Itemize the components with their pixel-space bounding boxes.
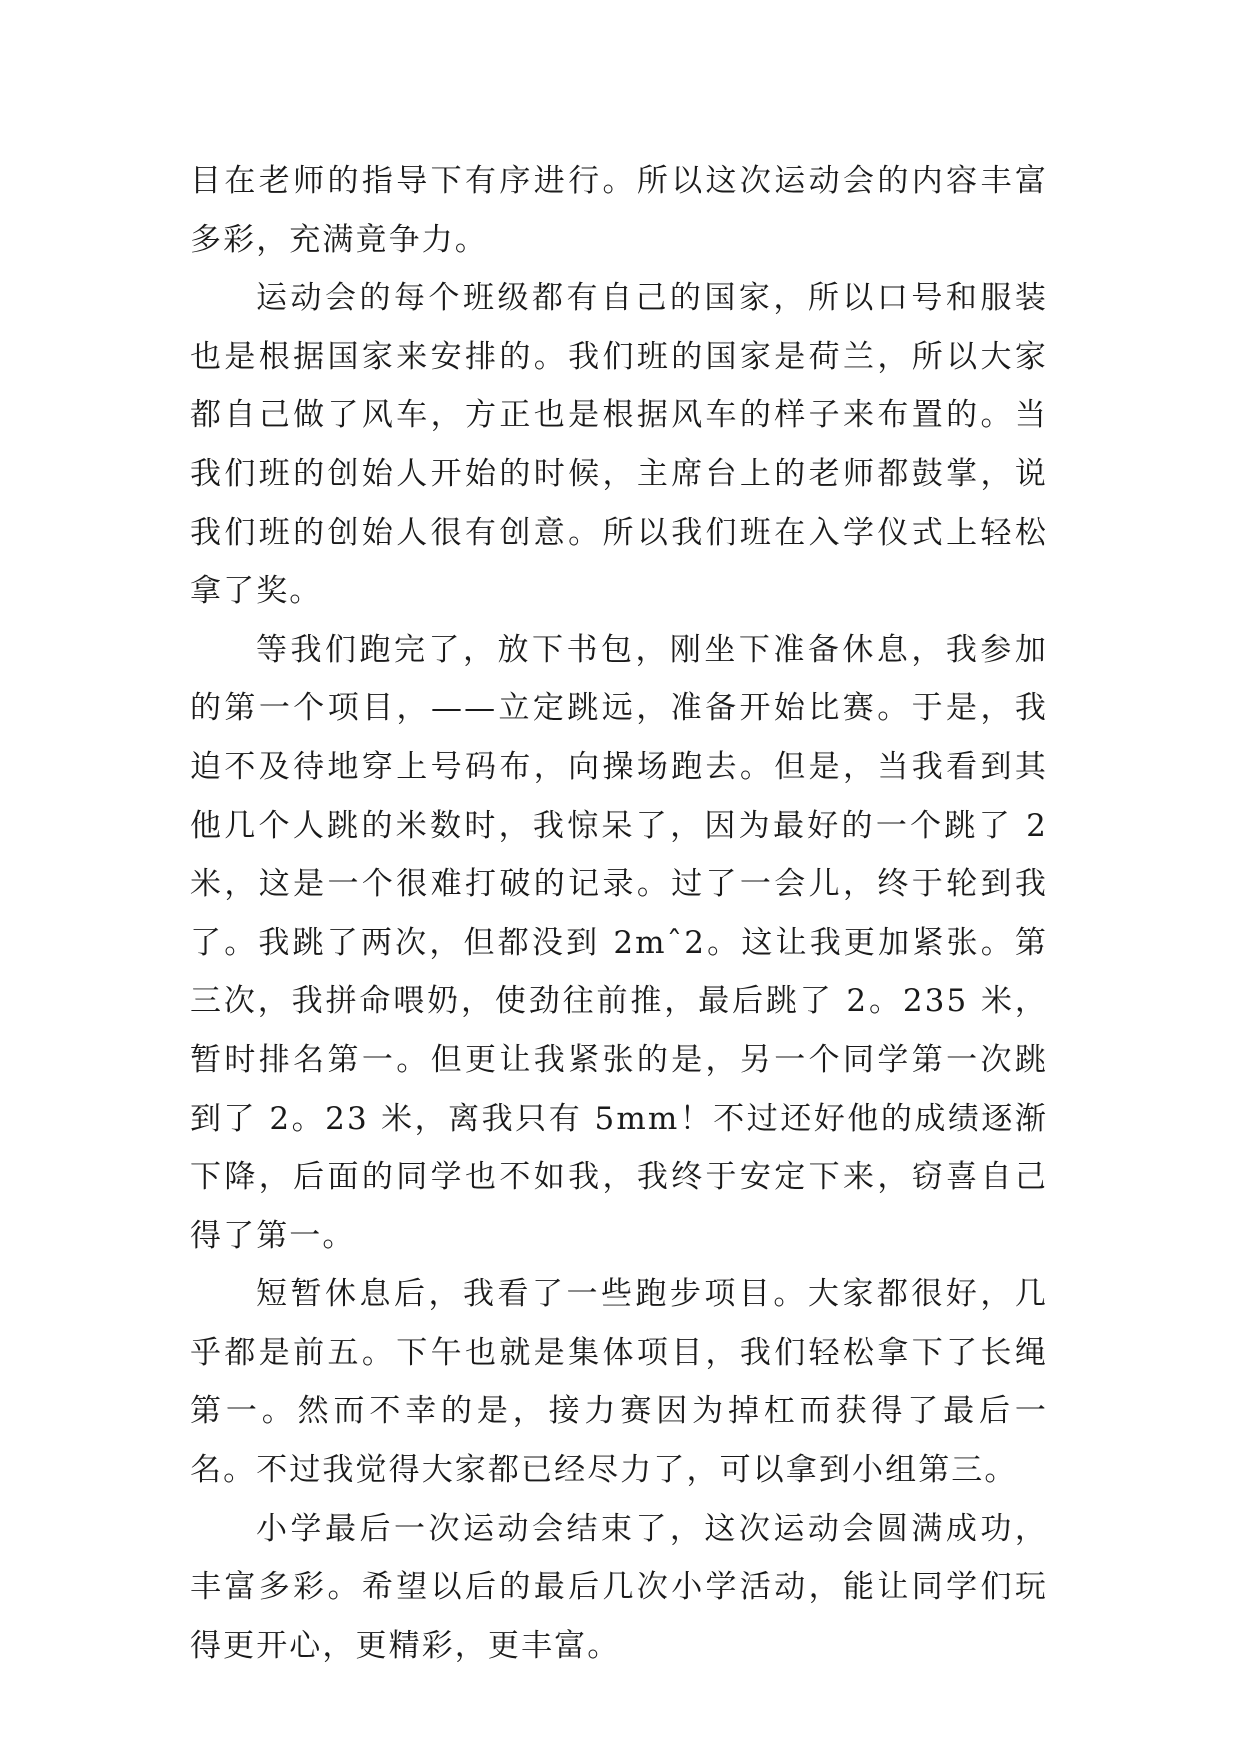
paragraph-5: 小学最后一次运动会结束了，这次运动会圆满成功，丰富多彩。希望以后的最后几次小学活动，能让同学们玩得更开心，更精彩，更丰富。 (190, 1510, 1048, 1664)
paragraph-2: 运动会的每个班级都有自己的国家，所以口号和服装也是根据国家来安排的。我们班的国家是荷兰，所以大家都自己做了风车，方正也是根据风车的样子来布置的。当我们班的创始人开始的时候，主席台上的老师都鼓掌，说我们班的创始人很有创意。所以我们班在入学仪式上轻松拿了奖。 (190, 280, 1048, 610)
document-body (190, 152, 1048, 1675)
paragraph-4: 短暂休息后，我看了一些跑步项目。大家都很好，几乎都是前五。下午也就是集体项目，我们轻松拿下了长绳第一。然而不幸的是，接力赛因为掉杠而获得了最后一名。不过我觉得大家都已经尽力了，可以拿到小组第三。 (190, 1276, 1048, 1489)
paragraph-1: 目在老师的指导下有序进行。所以这次运动会的内容丰富多彩，充满竟争力。 (190, 163, 1048, 258)
paragraph-3: 等我们跑完了，放下书包，刚坐下准备休息，我参加的第一个项目，——立定跳远，准备开始比赛。于是，我迫不及待地穿上号码布，向操场跑去。但是，当我看到其他几个人跳的米数时，我惊呆了，因为最好的一个跳了 2 米，这是一个很难打破的记录。过了一会儿，终于轮到我了。我跳了两次，但都没到 2mˆ2。这让我更加紧张。第三次，我拼命喂奶，使劲往前推，最后跳了 2。235 米，暂时排名第一。但更让我紧张的是，另一个同学第一次跳到了 2。23 米，离我只有 5mm！不过还好他的成绩逐渐下降，后面的同学也不如我，我终于安定下来，窃喜自己得了第一。 (190, 631, 1048, 1254)
